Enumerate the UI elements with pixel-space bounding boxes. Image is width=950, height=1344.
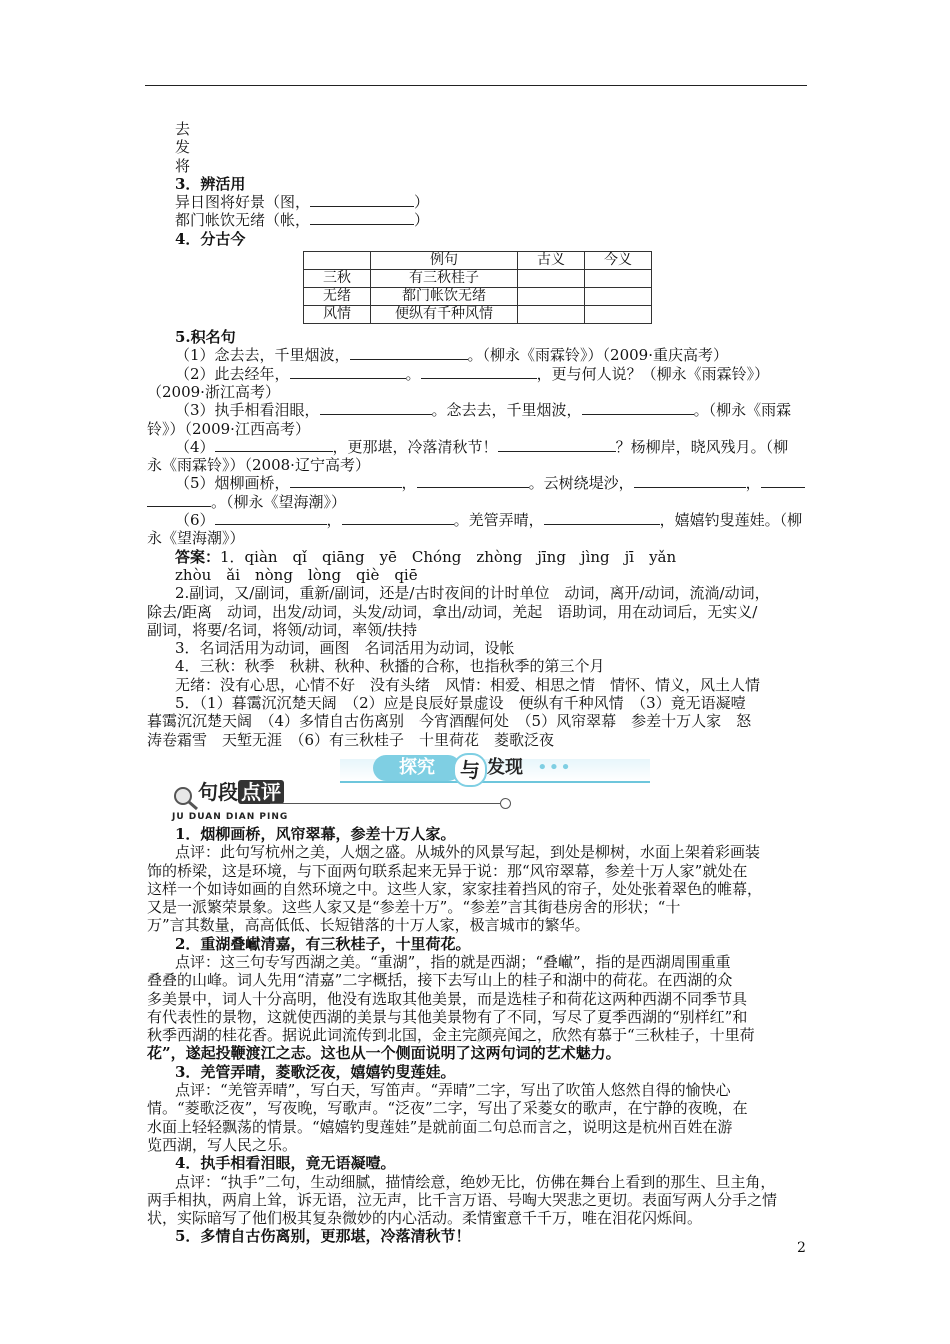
q5-line-6: （4） ，更那堪，冷落清秋节！ ？杨柳岸，晓风残月。（柳: [175, 437, 789, 456]
table-cell: [518, 306, 585, 324]
comment-head-4: 4．执手相看泪眼，竟无语凝噎。: [175, 1154, 396, 1173]
comment-2-line-3: 多美景中，词人十分高明，他没有选取其他美景，而是选桂子和荷花这两种西湖不同季节具: [147, 989, 748, 1008]
answer-4-line-1: 4．三秋：秋季 秋耕、秋种、秋播的合称，也指秋季的第三个月: [175, 657, 605, 676]
q3-item-2: 都门帐饮无绪（帐， ）: [175, 211, 430, 230]
q5-line-7: 永《雨霖铃》）（2008·辽宁高考）: [147, 456, 370, 475]
section-divider: [270, 803, 500, 804]
comment-head-3: 3．羌管弄晴，菱歌泛夜，嬉嬉钓叟莲娃。: [175, 1062, 456, 1081]
comment-1-line-3: 这样一个如诗如画的自然环境之中。这些人家，家家挂着挡风的帘子，处处张着翠色的帷幕，: [147, 879, 763, 898]
comment-head-5: 5．多情自古伤离别，更那堪，冷落清秋节！: [175, 1227, 471, 1246]
banner-mid-label: 与: [453, 753, 487, 787]
q3-title: 3．辨活用: [175, 174, 246, 193]
table-cell: [585, 288, 652, 306]
answer-2-line-1: 2.副词，又/副词，重新/副词，还是/古时夜间的计时单位 动词，离开/动词，流淌/动词，: [175, 584, 770, 603]
table-row: [304, 306, 652, 324]
q3-item-1: 异日图将好景（图， ）: [175, 193, 430, 212]
vocab-table: [303, 251, 652, 324]
q5-line-1: （1）念去去，千里烟波， 。（柳永《雨霖铃》）（2009·重庆高考）: [175, 346, 728, 365]
q5-title: 5.积名句: [175, 328, 236, 347]
q5-line-3: （2009·浙江高考）: [147, 382, 280, 401]
comment-3-line-3: 水面上轻轻飘荡的情景。“嬉嬉钓叟莲娃”是就前面二句总而言之，说明这是杭州百姓在游: [147, 1117, 733, 1136]
section-divider-end: [500, 798, 511, 809]
section-subtitle: JU DUAN DIAN PING: [172, 811, 289, 822]
comment-3-line-2: 情。“菱歌泛夜”，写夜晚，写歌声。“泛夜”二字，写出了采菱女的歌声，在宁静的夜晚，在: [147, 1099, 748, 1118]
table-header: 古义: [518, 252, 585, 270]
comment-1-line-5: 万”言其数量，高高低低、长短错落的十万人家，极言城市的繁华。: [147, 916, 590, 935]
table-header-row: [304, 252, 652, 270]
explore-discover-banner: [175, 749, 815, 783]
comment-1-line-1: 点评：此句写杭州之美，人烟之盛。从城外的风景写起，到处是柳树，水面上架着彩画装: [175, 843, 761, 862]
q4-title: 4．分古今: [175, 229, 246, 248]
comment-2-line-2: 叠叠的山峰。词人先用“清嘉”二字概括，接下去写山上的桂子和湖中的荷花。在西湖的众: [147, 971, 733, 990]
table-row: [304, 288, 652, 306]
comment-3-line-1: 点评：“羌管弄晴”，写白天，写笛声。“弄晴”二字，写出了吹笛人悠然自得的愉快心: [175, 1081, 731, 1100]
comment-2-line-4: 有代表性的景物，这就使西湖的美景与其他美景物有了不同，写尽了夏季西湖的“别样红”和: [147, 1007, 748, 1026]
table-header: 例句: [371, 252, 518, 270]
q5-line-10: （6） ， 。羌管弄晴， ，嬉嬉钓叟莲娃。（柳: [175, 511, 803, 530]
q5-line-9: 。（柳永《望海潮》）: [147, 493, 815, 511]
comment-1-line-4: 又是一派繁荣景象。这些人家又是“参差十万”。“参差”言其街巷房舍的形状；“十: [147, 898, 681, 917]
table-cell: 风情: [304, 306, 371, 324]
table-cell: 便纵有千种风情: [371, 306, 518, 324]
comment-4-line-3: 状，实际暗写了他们极其复杂微妙的内心活动。柔情蜜意千千万，唯在泪花闪烁间。: [147, 1209, 703, 1228]
comment-head-2: 2．重湖叠𪩘清嘉，有三秋桂子，十里荷花。: [175, 934, 471, 953]
top-line-2: 发: [175, 138, 191, 157]
answer-pinyin-1: 答案：1．qiàn qǐ qiāng yē Chóng zhòng jīng jìng jī yǎn: [175, 547, 677, 566]
banner-left-label: 探究: [373, 755, 461, 781]
comment-2-line-5: 秋季西湖的桂花香。据说此词流传到北国，金主完颜亮闻之，欣然有慕于“三秋桂子，十里荷: [147, 1026, 755, 1045]
table-cell: [585, 306, 652, 324]
table-cell: 无绪: [304, 288, 371, 306]
q5-line-2: （2）此去经年， 。 ，更与何人说？（柳永《雨霖铃》）: [175, 364, 770, 383]
table-row: [304, 270, 652, 288]
answer-5-line-2: 暮霭沉沉楚天阔 （4）多情自古伤离别 今宵酒醒何处 （5）风帘翠幕 参差十万人家 怒: [147, 712, 752, 731]
page-number: 2: [797, 1240, 806, 1256]
header-rule: [145, 85, 807, 86]
table-cell: [585, 270, 652, 288]
document-body: [147, 120, 815, 1246]
table-cell: [518, 270, 585, 288]
answer-3: 3．名词活用为动词，画图 名词活用为动词，设帐: [175, 639, 515, 658]
q5-line-11: 永《望海潮》）: [147, 529, 245, 548]
section-title: 句段 点评: [198, 783, 284, 801]
table-cell: [518, 288, 585, 306]
q5-line-4: （3）执手相看泪眼， 。念去去，千里烟波， 。（柳永《雨霖: [175, 401, 792, 420]
answer-2-line-2: 除去/距离 动词，出发/动词，头发/动词，拿出/动词，羌起 语助词，用在动词后，无实义/: [147, 602, 758, 621]
answer-5-line-3: 涛卷霜雪 天堑无涯 （6）有三秋桂子 十里荷花 菱歌泛夜: [147, 730, 555, 749]
table-header: 今义: [585, 252, 652, 270]
q5-line-5: 铃》）（2009·江西高考）: [147, 419, 310, 438]
comment-3-line-4: 览西湖，写人民之乐。: [147, 1135, 298, 1154]
comment-4-line-2: 两手相执，两肩上耸，诉无语，泣无声，比千言万语、号啕大哭悲之更切。表面写两人分手之情: [147, 1190, 778, 1209]
answer-2-line-3: 副词，将要/名词，将领/动词，率领/扶持: [147, 620, 418, 639]
comment-2-line-6: 花”，遂起投鞭渡江之志。这也从一个侧面说明了这两句词的艺术魅力。: [147, 1044, 621, 1063]
table-cell: 三秋: [304, 270, 371, 288]
comment-1-line-2: 饰的桥梁，这是环境，与下面两句联系起来无异于说：那“风帘翠幕，参差十万人家”就处在: [147, 861, 748, 880]
banner-dots: •••: [537, 756, 572, 778]
comment-head-1: 1．烟柳画桥，风帘翠幕，参差十万人家。: [175, 824, 456, 843]
section-heading: [170, 779, 815, 825]
answer-pinyin-2: zhòu ǎi nòng lòng qiè qiē: [175, 565, 418, 584]
table-cell: 有三秋桂子: [371, 270, 518, 288]
top-line-1: 去: [175, 120, 191, 138]
banner-right-label: 发现: [487, 756, 523, 778]
comment-4-line-1: 点评：“执手”二句，生动细腻，描情绘意，绝妙无比，仿佛在舞台上看到的那生、旦主角，: [175, 1172, 776, 1191]
comment-2-line-1: 点评：这三句专写西湖之美。“重湖”，指的就是西湖；“叠𪩘”，指的是西湖周围重重: [175, 952, 731, 971]
top-line-3: 将: [175, 156, 191, 175]
answer-4-line-2: 无绪：没有心思，心情不好 没有头绪 风情：相爱、相思之情 情怀、情义，风土人情: [175, 675, 761, 694]
table-header: [304, 252, 371, 270]
table-cell: 都门帐饮无绪: [371, 288, 518, 306]
answer-5-line-1: 5．（1）暮霭沉沉楚天阔 （2）应是良辰好景虚设 便纵有千种风情 （3）竟无语凝噎: [175, 694, 746, 713]
q5-line-8: （5）烟柳画桥， ， 。云树绕堤沙， ，: [175, 474, 815, 492]
